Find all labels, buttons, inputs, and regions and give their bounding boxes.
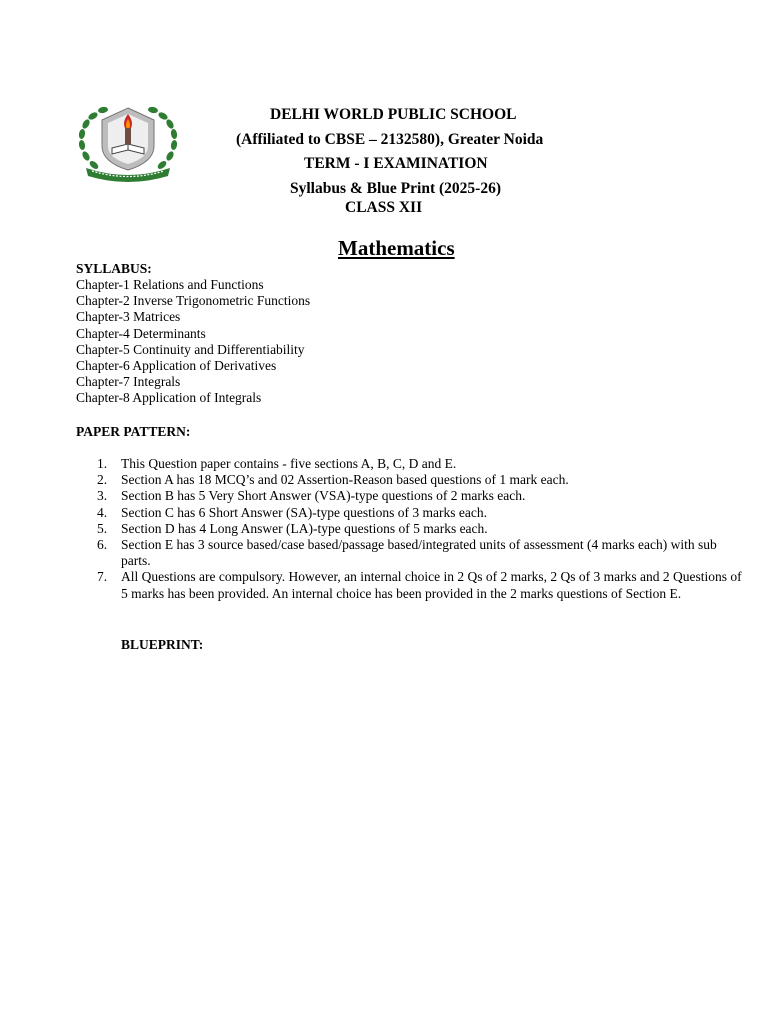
class-label: CLASS XII — [345, 199, 423, 216]
pattern-item — [76, 505, 748, 521]
paper-pattern-list — [76, 456, 748, 602]
affiliation-line: (Affiliated to CBSE – 2132580), Greater Noida — [236, 131, 544, 148]
syllabus-title: Syllabus & Blue Print (2025-26) — [290, 180, 501, 197]
school-name: DELHI WORLD PUBLIC SCHOOL — [270, 106, 517, 123]
pattern-item-text: All Questions are compulsory. However, an internal choice in 2 Qs of 2 marks, 2 Qs of 3 marks and 2 Questions of 5 marks has been provided. An internal choice has been provided in the 2 marks questions of Section E. — [121, 569, 742, 601]
chapter-item: Chapter-3 Matrices — [76, 309, 181, 325]
subject-title: Mathematics — [338, 236, 455, 260]
chapter-item: Chapter-6 Application of Derivatives — [76, 358, 277, 374]
pattern-item-text: Section C has 6 Short Answer (SA)-type questions of 3 marks each. — [121, 504, 487, 520]
pattern-item-number: 4. — [97, 504, 108, 520]
chapter-item: Chapter-8 Application of Integrals — [76, 390, 262, 406]
pattern-item-number: 7. — [97, 569, 108, 585]
pattern-item-number: 6. — [97, 537, 108, 553]
pattern-item — [76, 569, 748, 601]
syllabus-heading: SYLLABUS: — [76, 261, 152, 276]
chapter-item: Chapter-4 Determinants — [76, 325, 206, 341]
school-crest-icon — [76, 102, 180, 182]
chapter-list — [76, 277, 310, 407]
pattern-item-number: 5. — [97, 520, 108, 536]
pattern-item-text: Section E has 3 source based/case based/passage based/integrated units of assessment (4 marks each) with sub parts. — [121, 537, 717, 569]
pattern-item — [76, 521, 748, 537]
pattern-item-number: 1. — [97, 456, 108, 471]
pattern-item-text: Section D has 4 Long Answer (LA)-type questions of 5 marks each. — [121, 520, 488, 536]
pattern-item-number: 3. — [97, 488, 108, 504]
pattern-item-text: This Question paper contains - five sections A, B, C, D and E. — [121, 456, 457, 471]
pattern-item-number: 2. — [97, 472, 108, 488]
paper-pattern-heading: PAPER PATTERN: — [76, 424, 191, 439]
chapter-item: Chapter-5 Continuity and Differentiability — [76, 341, 305, 357]
pattern-item — [76, 537, 748, 569]
blueprint-heading: BLUEPRINT: — [121, 637, 204, 652]
exam-title: TERM - I EXAMINATION — [304, 155, 488, 172]
chapter-item: Chapter-2 Inverse Trigonometric Functions — [76, 293, 311, 309]
pattern-item — [76, 488, 748, 504]
pattern-item — [76, 472, 748, 488]
pattern-item-text: Section A has 18 MCQ’s and 02 Assertion-Reason based questions of 1 mark each. — [121, 472, 569, 488]
chapter-item: Chapter-7 Integrals — [76, 374, 181, 390]
pattern-item — [76, 456, 748, 472]
chapter-item: Chapter-1 Relations and Functions — [76, 277, 264, 292]
pattern-item-text: Section B has 5 Very Short Answer (VSA)-type questions of 2 marks each. — [121, 488, 526, 504]
